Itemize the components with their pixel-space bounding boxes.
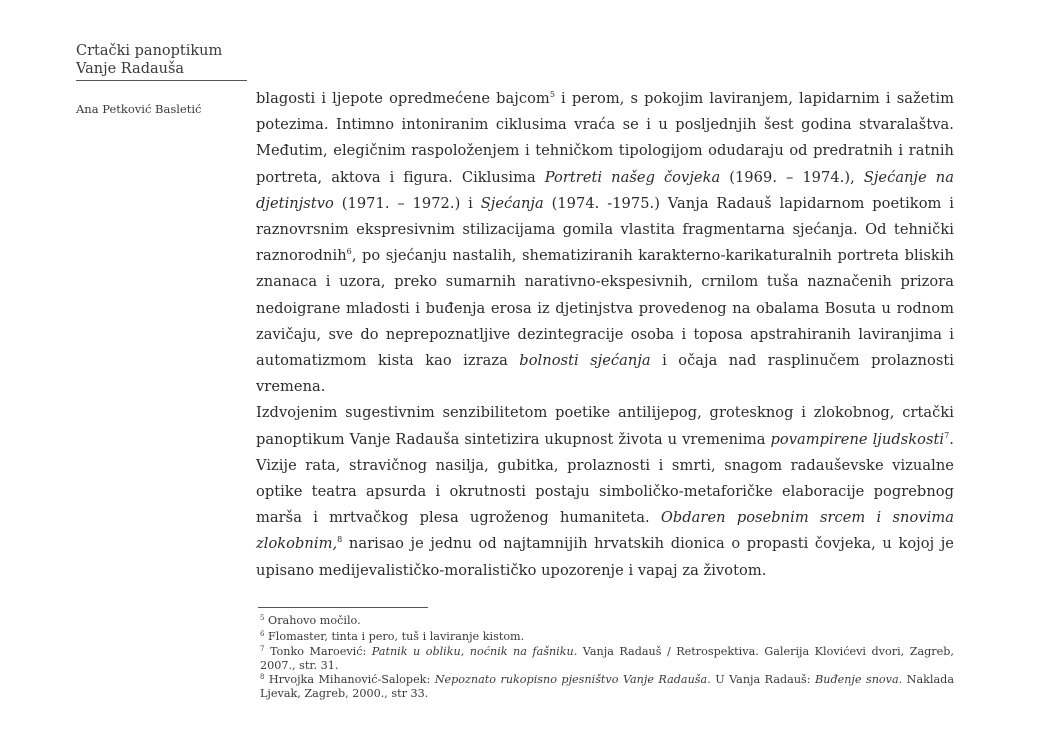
footnote-ref: 5 bbox=[549, 90, 555, 99]
footnote-ref: 6 bbox=[260, 629, 265, 638]
footnote-ref: 7 bbox=[944, 430, 950, 440]
footnote-5 bbox=[260, 614, 954, 628]
emphasis-text: Sjećanja bbox=[480, 194, 544, 212]
text-run: . Vizije rata, stravičnog nasilja, gubitka, prolaznosti i smrti, snagom radauševske vizualne optike teatra apsurda i okrutnosti postaju simboličko-metaforičke elaboracije pogrebnog marša i mrtvačkog plesa ugroženog humaniteta. bbox=[256, 430, 954, 527]
author-name: Ana Petković Basletić bbox=[76, 102, 202, 116]
text-run: U Vanja Radauš: bbox=[710, 673, 816, 687]
emphasis-text: povampirene ljudskosti bbox=[770, 430, 945, 448]
text-run: Orahovo močilo. bbox=[264, 614, 361, 627]
footnote-ref: 6 bbox=[346, 247, 352, 257]
running-header bbox=[76, 42, 247, 116]
text-run: Vanja Radauš / Retrospektiva. Galerija Klovićevi dvori, Zagreb, 2007., str. 31. bbox=[260, 645, 954, 672]
text-run: narisao je jednu od najtamnijih hrvatskih dionica o propasti čovjeka, u kojoj je upisano medijevalističko-moralističko upozorenje i vapaj za životom. bbox=[256, 535, 954, 579]
header-divider bbox=[76, 80, 247, 81]
body-text bbox=[256, 86, 954, 584]
emphasis-text: bolnosti sjećanja bbox=[519, 352, 651, 370]
footnote-6 bbox=[260, 630, 954, 644]
footnotes bbox=[260, 614, 954, 703]
emphasis-text: Buđenje snova bbox=[815, 673, 899, 687]
book-title-line-2: Vanje Radauša bbox=[76, 61, 185, 77]
emphasis-text: Obdaren posebnim srcem i snovima zlokobnim, bbox=[256, 509, 954, 553]
text-run: Tonko Maroević: bbox=[264, 645, 372, 659]
text-run: i perom, s pokojim laviranjem, lapidarnim i sažetim potezima. Intimno intoniranim ciklusima vraća se i u posljednjih šest godina stvaralaštva. Međutim, elegičnim raspoloženjem i tehničkom tipologijom odudaraju od predratnih i ratnih portreta, aktova i figura. Ciklusima bbox=[256, 90, 954, 186]
paragraph-2 bbox=[256, 400, 954, 583]
text-run: blagosti i ljepote opredmećene bajcom bbox=[256, 90, 550, 107]
footnote-ref: 5 bbox=[260, 614, 265, 622]
footnote-7 bbox=[260, 645, 954, 672]
paragraph-1 bbox=[256, 86, 954, 400]
book-title-line-1: Crtački panoptikum bbox=[76, 43, 223, 59]
footnote-divider bbox=[258, 607, 428, 608]
emphasis-text: Nepoznato rukopisno pjesništvo Vanje Radauša. bbox=[434, 673, 711, 687]
footnote-ref: 8 bbox=[337, 535, 343, 545]
text-run: (1974. -1975.) Vanja Radauš lapidarnom poetikom i raznovrsnim ekspresivnim stilizacijama gomila vlastita fragmentarna sjećanja. Od tehnički raznorodnih bbox=[256, 194, 954, 265]
text-run: Flomaster, tinta i pero, tuš i laviranje kistom. bbox=[264, 629, 525, 643]
emphasis-text: Patnik u obliku, noćnik na fašniku. bbox=[371, 645, 578, 659]
footnote-ref: 7 bbox=[260, 645, 265, 654]
emphasis-text: Sjećanje na djetinjstvo bbox=[256, 168, 955, 212]
text-run: , po sjećanju nastalih, shematiziranih karakterno-karikaturalnih portreta bliskih znanaca i uzora, preko sumarnih narativno-ekspesivnih, crnilom tuša naznačenih prizora nedoigrane mladosti i buđenja erosa iz djetinjstva provedenog na obalama Bosuta u rodnom zavičaju, sve do neprepoznatljive dezintegracije osoba i toposa apstrahiranih laviranjima i automatizmom kista kao izraza bbox=[256, 247, 954, 370]
text-run: (1969. – 1974.), bbox=[720, 168, 864, 186]
emphasis-text: Portreti našeg čovjeka bbox=[544, 168, 721, 186]
text-run: (1971. – 1972.) i bbox=[333, 194, 481, 212]
text-run: . Naklada Ljevak, Zagreb, 2000., str 33. bbox=[260, 673, 954, 700]
footnote-ref: 8 bbox=[260, 673, 265, 682]
text-run: i očaja nad rasplinučem prolaznosti vremena. bbox=[256, 352, 954, 396]
text-run: Izdvojenim sugestivnim senzibilitetom poetike antilijepog, grotesknog i zlokobnog, crtački panoptikum Vanje Radauša sintetizira ukupnost života u vremenima bbox=[256, 404, 954, 448]
footnote-8 bbox=[260, 673, 954, 700]
text-run: Hrvojka Mihanović-Salopek: bbox=[264, 673, 435, 687]
book-title bbox=[76, 42, 247, 78]
